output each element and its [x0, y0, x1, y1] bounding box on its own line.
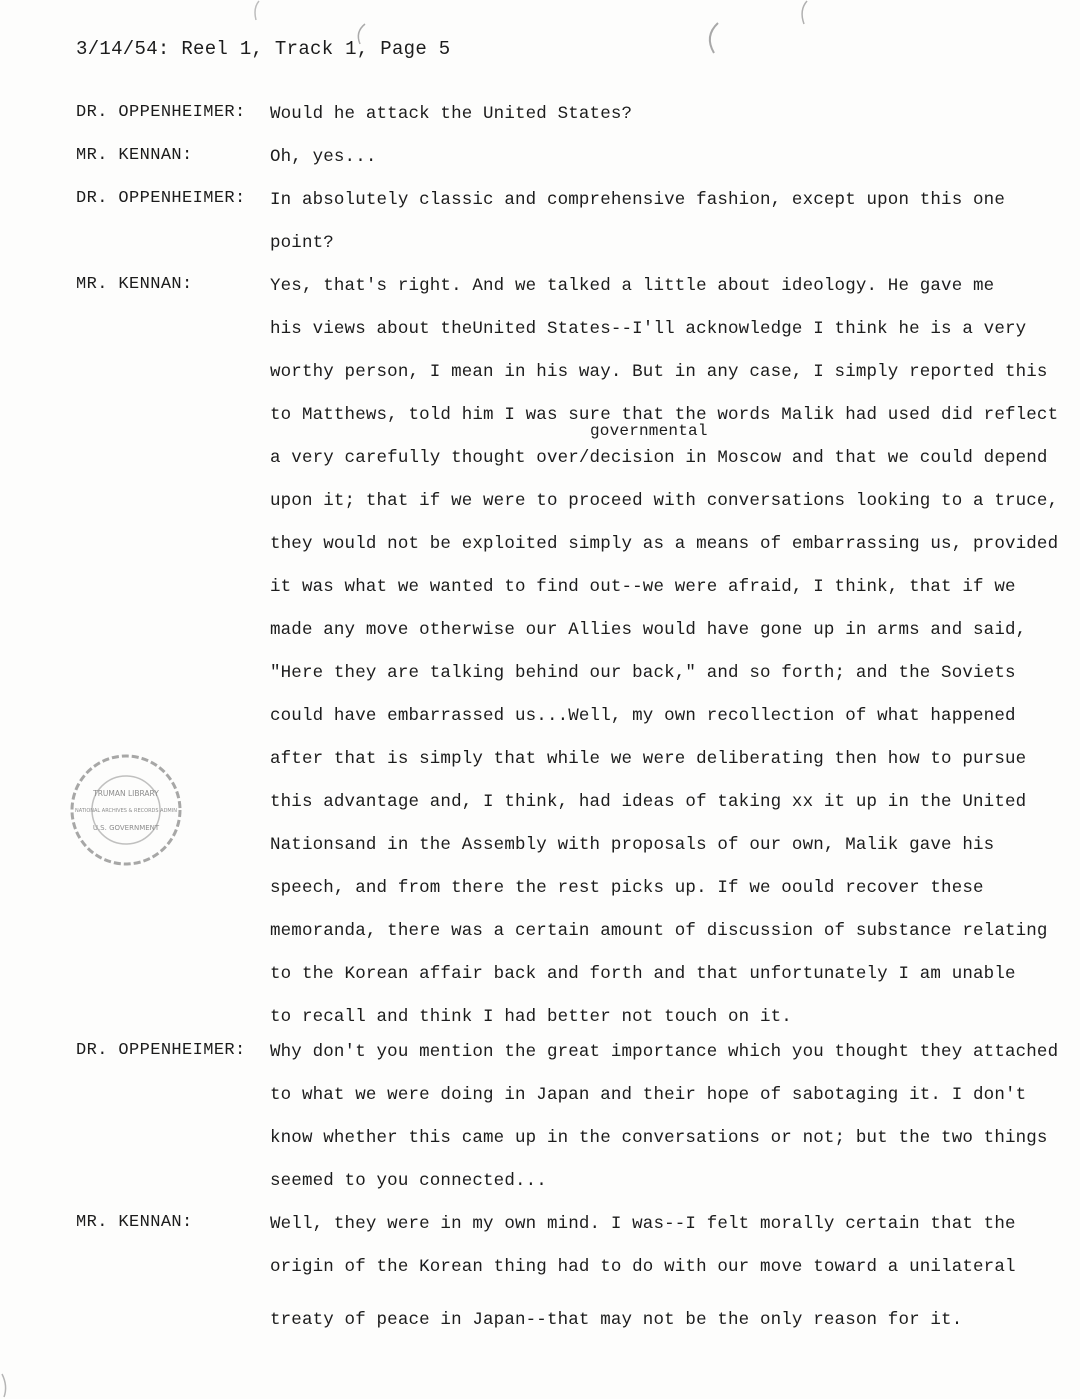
speaker-label: DR. OPPENHEIMER:: [76, 189, 246, 208]
speech-line: "Here they are talking behind our back," and so forth; and the Soviets: [270, 663, 1016, 683]
speaker-label: MR. KENNAN:: [76, 1213, 193, 1232]
speech-line: it was what we wanted to find out--we were afraid, I think, that if we: [270, 577, 1016, 597]
speech-text: [270, 1213, 1070, 1352]
stamp-text: TRUMAN LIBRARY: [93, 789, 159, 798]
speech-line: to the Korean affair back and forth and that unfortunately I am unable: [270, 964, 1016, 984]
scan-mark: [250, 0, 262, 24]
speaker-label: DR. OPPENHEIMER:: [76, 103, 246, 122]
speech-text: [270, 146, 1070, 189]
speech-line: his views about theUnited States--I'll acknowledge I think he is a very: [270, 319, 1027, 339]
speech-line: Nationsand in the Assembly with proposals of our own, Malik gave his: [270, 835, 995, 855]
stamp-text: U.S. GOVERNMENT: [92, 824, 160, 832]
speech-line: Oh, yes...: [270, 147, 377, 167]
page-header: 3/14/54: Reel 1, Track 1, Page 5: [76, 38, 451, 60]
speech-line: point?: [270, 233, 334, 253]
scan-mark: [352, 22, 368, 46]
speech-line: after that is simply that while we were deliberating then how to pursue: [270, 749, 1027, 769]
speaker-label: MR. KENNAN:: [76, 146, 193, 165]
speech-line: made any move otherwise our Allies would have gone up in arms and said,: [270, 620, 1027, 640]
speech-line: know whether this came up in the conversations or not; but the two things: [270, 1128, 1048, 1148]
interlinear-insert: governmental: [590, 422, 708, 440]
speech-line: to recall and think I had better not touch on it.: [270, 1007, 792, 1027]
speech-line: Why don't you mention the great importance which you thought they attached: [270, 1042, 1059, 1062]
speech-line: this advantage and, I think, had ideas of taking xx it up in the United: [270, 792, 1027, 812]
speaker-label: MR. KENNAN:: [76, 275, 193, 294]
speech-line: speech, and from there the rest picks up. If we oould recover these: [270, 878, 984, 898]
speech-line: to Matthews, told him I was sure that the words Malik had used did reflect: [270, 405, 1059, 425]
speech-line: Would he attack the United States?: [270, 104, 633, 124]
speech-line: origin of the Korean thing had to do with our move toward a unilateral: [270, 1257, 1016, 1277]
speech-line: Yes, that's right. And we talked a little about ideology. He gave me: [270, 276, 995, 296]
speech-line: seemed to you connected...: [270, 1171, 547, 1191]
stamp-text: NATIONAL ARCHIVES & RECORDS ADMIN: [75, 808, 177, 814]
speech-text: [270, 103, 1070, 146]
speech-line: could have embarrassed us...Well, my own recollection of what happened: [270, 706, 1016, 726]
speech-line: worthy person, I mean in his way. But in any case, I simply reported this: [270, 362, 1048, 382]
speech-line: memoranda, there was a certain amount of discussion of substance relating: [270, 921, 1048, 941]
speech-text: [270, 1041, 1070, 1213]
speech-line: to what we were doing in Japan and their hope of sabotaging it. I don't: [270, 1085, 1027, 1105]
speech-line: treaty of peace in Japan--that may not be the only reason for it.: [270, 1310, 963, 1330]
scan-mark: [0, 1372, 14, 1399]
archive-stamp: [68, 752, 184, 868]
scan-mark: [795, 0, 811, 26]
speaker-label: DR. OPPENHEIMER:: [76, 1041, 246, 1060]
speech-text: [270, 275, 1070, 1049]
speech-line: Well, they were in my own mind. I was--I felt morally certain that the: [270, 1214, 1016, 1234]
speech-line: upon it; that if we were to proceed with conversations looking to a truce,: [270, 491, 1059, 511]
speech-line: In absolutely classic and comprehensive fashion, except upon this one: [270, 190, 1005, 210]
scan-mark: [700, 20, 722, 56]
speech-line: a very carefully thought over/decision in Moscow and that we could depend: [270, 448, 1048, 468]
speech-text: [270, 189, 1070, 275]
speech-line: they would not be exploited simply as a means of embarrassing us, provided: [270, 534, 1059, 554]
